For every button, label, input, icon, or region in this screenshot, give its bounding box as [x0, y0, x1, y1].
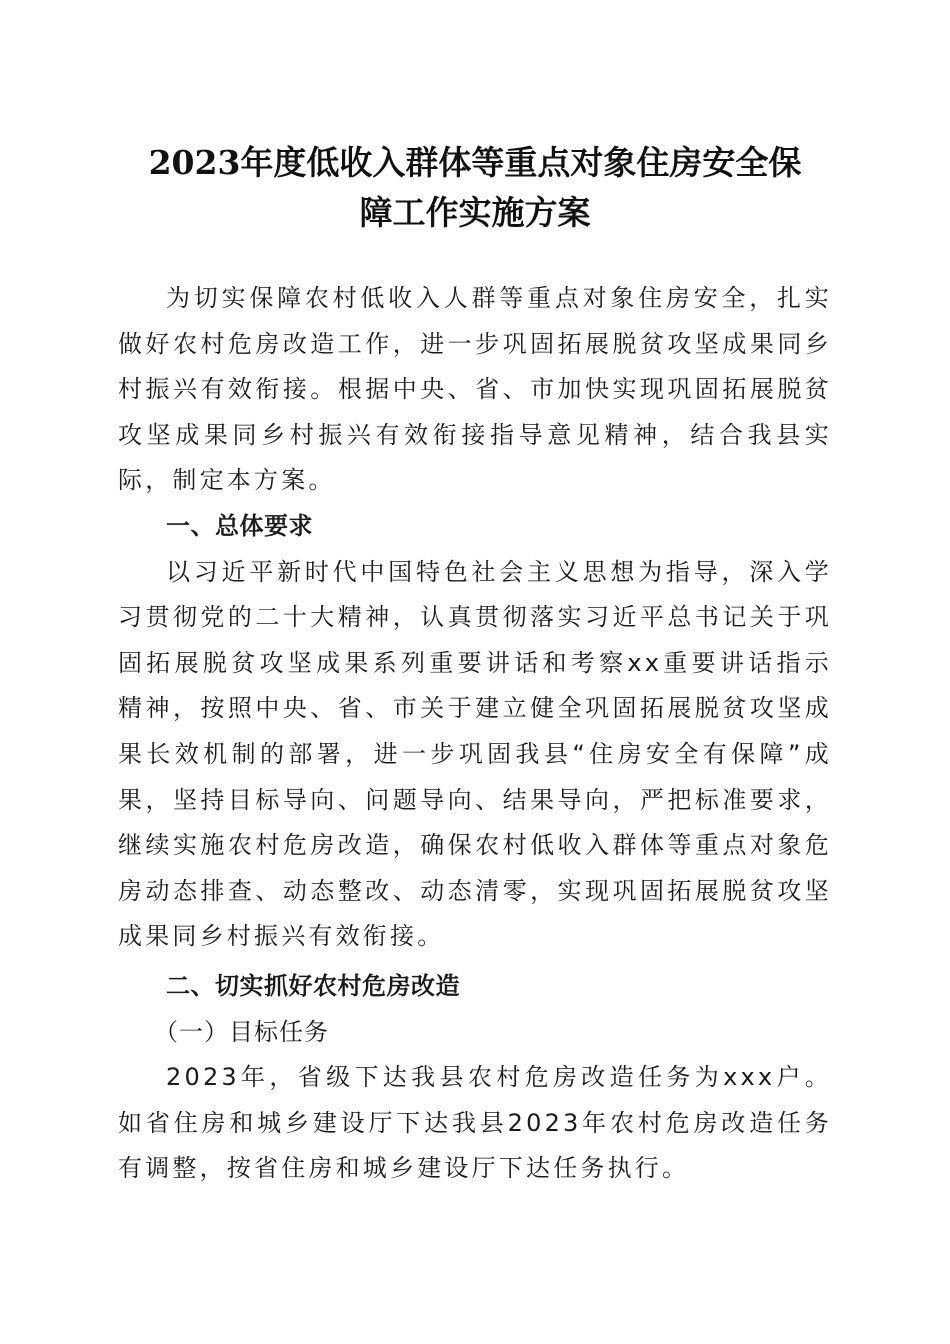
section-heading-rural-housing: 二、切实抓好农村危房改造	[166, 971, 460, 1000]
subsection-heading-targets: （一）目标任务	[154, 1017, 329, 1046]
title-line-1: 2023年度低收入群体等重点对象住房安全保	[148, 143, 802, 182]
section-heading-general-requirements: 一、总体要求	[166, 511, 313, 540]
document-body	[118, 276, 832, 1192]
subsection-paragraph-targets: 2023年，省级下达我县农村危房改造任务为xxx户。如省住房和城乡建设厅下达我县2023年农村危房改造任务有调整，按省住房和城乡建设厅下达任务执行。	[118, 1063, 832, 1183]
title-line-2: 障工作实施方案	[359, 193, 591, 232]
document-title	[118, 138, 832, 238]
intro-paragraph: 为切实保障农村低收入人群等重点对象住房安全，扎实做好农村危房改造工作，进一步巩固拓展脱贫攻坚成果同乡村振兴有效衔接。根据中央、省、市加快实现巩固拓展脱贫攻坚成果同乡村振兴有效衔接指导意见精神，结合我县实际，制定本方案。	[118, 284, 832, 495]
section-paragraph-general-requirements: 以习近平新时代中国特色社会主义思想为指导，深入学习贯彻党的二十大精神，认真贯彻落实习近平总书记关于巩固拓展脱贫攻坚成果系列重要讲话和考察xx重要讲话指示精神，按照中央、省、市关于建立健全巩固拓展脱贫攻坚成果长效机制的部署，进一步巩固我县“住房安全有保障”成果，坚持目标导向、问题导向、结果导向，严把标准要求，继续实施农村危房改造，确保农村低收入群体等重点对象危房动态排查、动态整改、动态清零，实现巩固拓展脱贫攻坚成果同乡村振兴有效衔接。	[118, 557, 832, 951]
